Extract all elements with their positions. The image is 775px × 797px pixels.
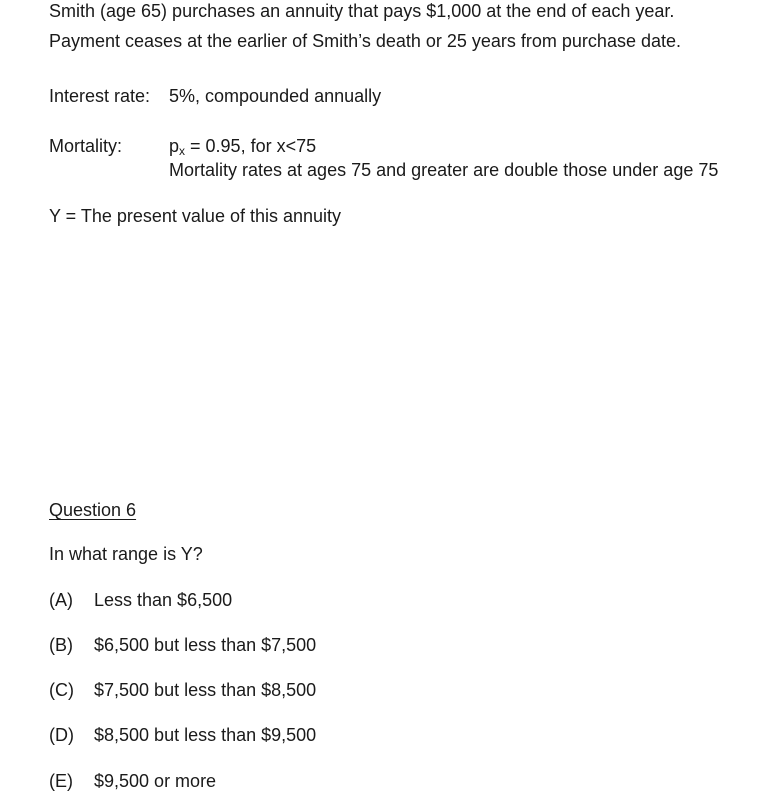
mortality-label: Mortality: xyxy=(49,136,123,156)
option-c xyxy=(49,679,316,701)
question-title: Question 6 xyxy=(49,500,137,520)
option-letter: (E) xyxy=(49,771,73,791)
mortality-rule: = 0.95, for x<75 xyxy=(185,136,317,156)
interest-rate-label: Interest rate: xyxy=(49,86,151,106)
option-text: Less than $6,500 xyxy=(94,590,233,610)
option-letter: (C) xyxy=(49,680,74,700)
option-text: $7,500 but less than $8,500 xyxy=(94,680,317,700)
option-letter: (D) xyxy=(49,725,74,745)
option-letter: (B) xyxy=(49,635,73,655)
mortality-p: p xyxy=(169,136,180,156)
option-text: $8,500 but less than $9,500 xyxy=(94,725,317,745)
option-a xyxy=(49,589,232,611)
option-d xyxy=(49,724,316,746)
option-text: $6,500 but less than $7,500 xyxy=(94,635,317,655)
option-e xyxy=(49,770,216,792)
mortality-row xyxy=(49,135,316,162)
option-b xyxy=(49,634,316,656)
interest-rate-value: 5%, compounded annually xyxy=(169,86,382,106)
problem-line-1: Smith (age 65) purchases an annuity that pays $1,000 at the end of each year. xyxy=(49,1,675,21)
mortality-line-2: Mortality rates at ages 75 and greater are double those under age 75 xyxy=(169,160,719,180)
mortality-subscript: x xyxy=(179,144,186,158)
y-definition: Y = The present value of this annuity xyxy=(49,206,342,226)
interest-rate-row xyxy=(49,85,381,107)
option-text: $9,500 or more xyxy=(94,771,217,791)
option-letter: (A) xyxy=(49,590,73,610)
question-prompt: In what range is Y? xyxy=(49,544,203,564)
problem-line-2: Payment ceases at the earlier of Smith’s death or 25 years from purchase date. xyxy=(49,31,681,51)
